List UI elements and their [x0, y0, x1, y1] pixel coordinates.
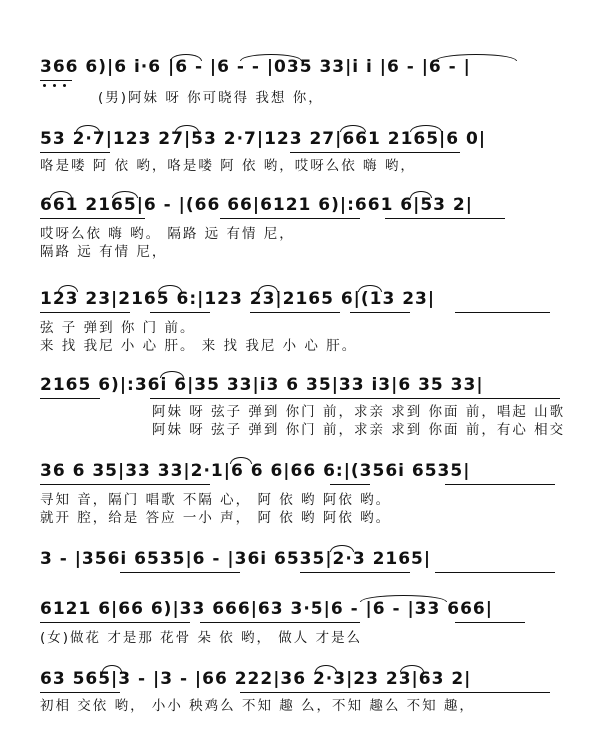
notation-line: 123 23|2165 6:|123 23|2165 6|(13 23|: [40, 289, 436, 309]
lyric-line: (女)做花 才是那 花骨 朵 依 哟， 做人 才是么: [40, 630, 363, 646]
beat-underline: [150, 312, 210, 313]
notation-line: 53 2·7|123 27|53 2·7|123 27|661 2165|6 0|: [40, 129, 487, 149]
beat-underline: [40, 80, 72, 81]
slur-mark: [410, 125, 442, 132]
beat-underline: [200, 622, 360, 623]
notation-line: 36 6 35|33 33|2·1|6 6 6|66 6:|(356i 6535|: [40, 461, 471, 481]
lyric-line: 就开 腔，给是 答应 一小 声， 阿 依 哟 阿依 哟。: [40, 510, 392, 526]
slur-mark: [170, 54, 202, 61]
octave-dot: [63, 84, 66, 87]
lyric-line: 弦 子 弹到 你 门 前。: [40, 320, 196, 336]
beat-underline: [455, 622, 525, 623]
slur-mark: [160, 371, 184, 378]
beat-underline: [120, 572, 240, 573]
lyric-line: 隔路 远 有情 尼，: [40, 244, 168, 260]
slur-mark: [410, 191, 432, 198]
notation-line: 661 2165|6 - |(66 66|6121 6)|:661 6|53 2|: [40, 195, 473, 215]
beat-underline: [445, 484, 555, 485]
tie-mark: [435, 54, 517, 61]
beat-underline: [330, 484, 370, 485]
slur-mark: [58, 285, 78, 292]
notation-line: 6121 6|66 6)|33 666|63 3·5|6 - |6 - |33 666|: [40, 599, 493, 619]
slur-mark: [358, 285, 382, 292]
beat-underline: [455, 312, 550, 313]
beat-underline: [220, 218, 360, 219]
beat-underline: [435, 572, 555, 573]
slur-mark: [400, 665, 424, 672]
notation-line: 2165 6)|:36i 6|35 33|i3 6 35|33 i3|6 35 33|: [40, 375, 484, 395]
octave-dot: [53, 84, 56, 87]
beat-underline: [240, 692, 550, 693]
slur-mark: [76, 125, 100, 132]
lyric-line: 咯是喽 阿 依 哟，咯是喽 阿 依 哟，哎呀么依 嗨 哟，: [40, 158, 416, 174]
slur-mark: [102, 665, 122, 672]
lyric-line: 哎呀么依 嗨 哟。 隔路 远 有情 尼，: [40, 226, 295, 242]
slur-mark: [158, 285, 182, 292]
lyric-line: (男)阿妹 呀 你可晓得 我想 你，: [98, 90, 324, 106]
slur-mark: [50, 191, 72, 198]
slur-mark: [175, 125, 199, 132]
tie-mark: [240, 54, 302, 61]
beat-underline: [40, 218, 145, 219]
lyric-line: 来 找 我尼 小 心 肝。 来 找 我尼 小 心 肝。: [40, 338, 358, 354]
beat-underline: [40, 398, 100, 399]
beat-underline: [40, 312, 130, 313]
beat-underline: [40, 622, 190, 623]
slur-mark: [258, 285, 278, 292]
beat-underline: [40, 484, 210, 485]
beat-underline: [350, 312, 410, 313]
lyric-line: 初相 交依 哟， 小小 秧鸡么 不知 趣 么，不知 趣么 不知 趣，: [40, 698, 475, 714]
notation-line: 63 565|3 - |3 - |66 222|36 2·3|23 23|63 2|: [40, 669, 472, 689]
slur-mark: [330, 545, 354, 552]
slur-mark: [112, 191, 138, 198]
notation-line: 3 - |356i 6535|6 - |36i 6535|2·3 2165|: [40, 549, 432, 569]
beat-underline: [150, 398, 560, 399]
beat-underline: [300, 572, 410, 573]
beat-underline: [40, 692, 120, 693]
lyric-line: 阿妹 呀 弦子 弹到 你门 前，求亲 求到 你面 前，唱起 山歌: [152, 404, 566, 420]
lyric-line: 寻知 音，隔门 唱歌 不隔 心， 阿 依 哟 阿依 哟。: [40, 492, 392, 508]
slur-mark: [230, 457, 252, 464]
slur-mark: [340, 125, 366, 132]
beat-underline: [40, 152, 110, 153]
octave-dot: [43, 84, 46, 87]
tie-mark: [360, 595, 447, 602]
beat-underline: [385, 218, 505, 219]
beat-underline: [250, 312, 340, 313]
notation-line: 366 6)|6 i·6 |6 - |6 - - |035 33|i i |6 - |6 - |: [40, 57, 471, 77]
beat-underline: [290, 152, 460, 153]
lyric-line: 阿妹 呀 弦子 弹到 你门 前，求亲 求到 你面 前，有心 相交: [152, 422, 566, 438]
slur-mark: [315, 665, 337, 672]
